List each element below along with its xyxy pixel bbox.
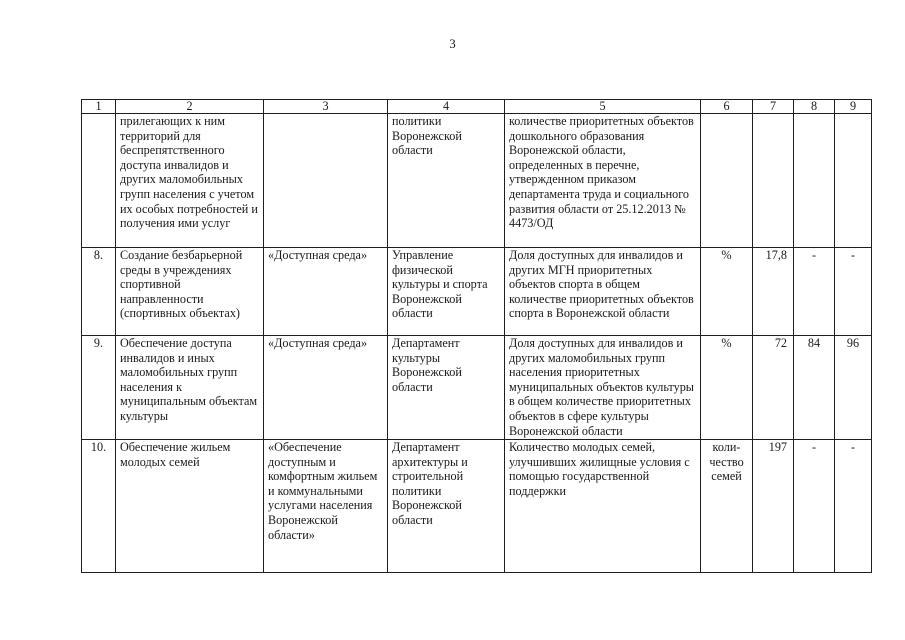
column-header: 4 (388, 100, 505, 114)
column-header: 3 (264, 100, 388, 114)
row-number: 10. (82, 440, 116, 573)
task-cell: Обеспечение доступа инвалидов и иных маломобильных групп населения к муниципальным объектам культуры (116, 336, 264, 440)
column-header: 6 (701, 100, 753, 114)
program-cell: «Доступная среда» (264, 248, 388, 336)
page-number: 3 (449, 36, 456, 51)
row-number (82, 114, 116, 248)
program-cell: «Обеспечение доступным и комфортным жильем и коммунальными услугами населения Воронежской области» (264, 440, 388, 573)
table-row (82, 248, 872, 336)
value-cell-8: - (794, 248, 835, 336)
row-number: 8. (82, 248, 116, 336)
program-cell (264, 114, 388, 248)
table-row (82, 440, 872, 573)
executor-cell: Управление физической культуры и спорта Воронежской области (388, 248, 505, 336)
value-cell-7 (753, 114, 794, 248)
value-cell-8: 84 (794, 336, 835, 440)
unit-cell: % (701, 248, 753, 336)
row-number: 9. (82, 336, 116, 440)
value-cell-9: 96 (835, 336, 872, 440)
column-header: 1 (82, 100, 116, 114)
column-header: 7 (753, 100, 794, 114)
value-cell-9: - (835, 248, 872, 336)
task-cell: прилегающих к ним территорий для беспрепятственного доступа инвалидов и других маломобильных групп населения с учетом их особых потребностей и получения ими услуг (116, 114, 264, 248)
table-row (82, 114, 872, 248)
value-cell-7: 17,8 (753, 248, 794, 336)
value-cell-7: 197 (753, 440, 794, 573)
executor-cell: политики Воронежской области (388, 114, 505, 248)
unit-cell (701, 114, 753, 248)
value-cell-7: 72 (753, 336, 794, 440)
unit-cell: коли- чество семей (701, 440, 753, 573)
indicators-table (81, 99, 872, 573)
executor-cell: Департамент архитектуры и строительной политики Воронежской области (388, 440, 505, 573)
task-cell: Обеспечение жильем молодых семей (116, 440, 264, 573)
column-header: 9 (835, 100, 872, 114)
column-header: 2 (116, 100, 264, 114)
column-number-row (82, 100, 872, 114)
value-cell-8 (794, 114, 835, 248)
table-row (82, 336, 872, 440)
value-cell-8: - (794, 440, 835, 573)
value-cell-9: - (835, 440, 872, 573)
indicator-cell: количестве приоритетных объектов дошкольного образования Воронежской области, определенных в перечне, утвержденном приказом департамента труда и социального развития области от 25.12.2013 № 4473/ОД (505, 114, 701, 248)
executor-cell: Департамент культуры Воронежской области (388, 336, 505, 440)
indicator-cell: Доля доступных для инвалидов и других маломобильных групп населения приоритетных муниципальных объектов культуры в общем количестве приоритетных объектов в сфере культуры Воронежской области (505, 336, 701, 440)
task-cell: Создание безбарьерной среды в учреждениях спортивной направленности (спортивных объектах) (116, 248, 264, 336)
indicator-cell: Доля доступных для инвалидов и других МГН приоритетных объектов спорта в общем количестве приоритетных объектов спорта в Воронежской области (505, 248, 701, 336)
unit-cell: % (701, 336, 753, 440)
column-header: 8 (794, 100, 835, 114)
program-cell: «Доступная среда» (264, 336, 388, 440)
value-cell-9 (835, 114, 872, 248)
column-header: 5 (505, 100, 701, 114)
indicator-cell: Количество молодых семей, улучшивших жилищные условия с помощью государственной поддержки (505, 440, 701, 573)
